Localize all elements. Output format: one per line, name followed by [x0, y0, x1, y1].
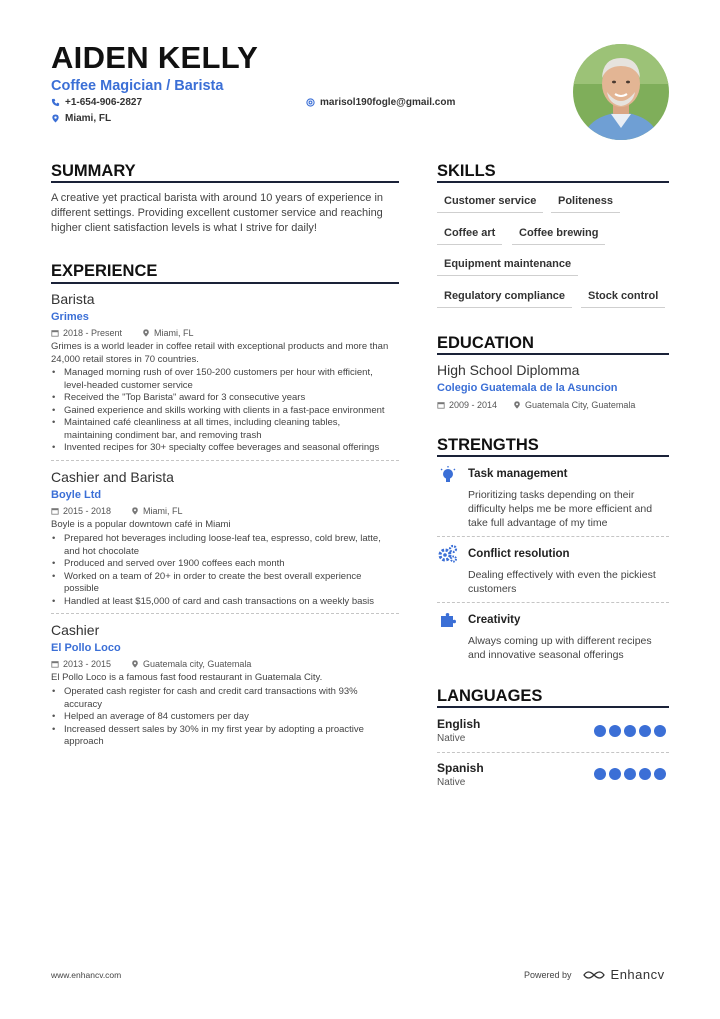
- location-pin-icon: [513, 401, 521, 409]
- bullet-item: • Operated cash register for cash and credit card transactions with 93% accuracy: [51, 686, 396, 711]
- education-meta: [437, 400, 635, 410]
- calendar-icon: [51, 507, 59, 515]
- education-degree: High School Diplomma: [437, 362, 580, 378]
- job-dates: 2013 - 2015: [63, 659, 112, 669]
- job-company: Grimes: [51, 311, 89, 323]
- job-description: [51, 519, 401, 532]
- language-name: Spanish: [437, 761, 484, 775]
- strength-title: Task management: [468, 468, 568, 480]
- divider: [51, 460, 399, 461]
- bullet-item: • Managed morning rush of over 150-200 customers per hour with efficient, level-headed customer service: [51, 367, 396, 392]
- languages-heading: LANGUAGES: [437, 687, 543, 705]
- rating-dot: [609, 725, 621, 737]
- language-name: English: [437, 717, 481, 731]
- summary-line: higher client satisfaction levels is what I strive for daily!: [51, 222, 317, 234]
- location-pin-icon: [131, 660, 139, 668]
- skill-tag: Equipment maintenance: [437, 258, 578, 276]
- experience-heading: EXPERIENCE: [51, 262, 158, 280]
- job-title: Cashier and Barista: [51, 469, 174, 485]
- bullet-item: • Worked on a team of 20+ in order to create the best overall experience possible: [51, 571, 396, 596]
- education-dates: 2009 - 2014: [449, 400, 498, 410]
- desc-line: El Pollo Loco is a famous fast food restaurant in Guatemala City.: [51, 672, 323, 683]
- profile-photo: [573, 44, 669, 140]
- job-title: Barista: [51, 291, 95, 307]
- gears-icon: [438, 544, 458, 564]
- rating-dot: [639, 725, 651, 737]
- bullet-item: • Received the "Top Barista" award for 3 consecutive years: [51, 392, 396, 405]
- rating-dot: [594, 768, 606, 780]
- candidate-name: AIDEN KELLY: [51, 40, 259, 75]
- desc-line: 24,000 retail stores in 70 countries.: [51, 353, 199, 365]
- skill-tag: Coffee brewing: [512, 227, 605, 245]
- candidate-role: Coffee Magician / Barista: [51, 78, 224, 94]
- job-meta: [51, 506, 183, 516]
- job-location: Miami, FL: [143, 506, 183, 516]
- skills-rule: [437, 181, 669, 183]
- job-description: [51, 672, 401, 685]
- job-company: Boyle Ltd: [51, 489, 102, 501]
- footer-powered: [524, 967, 665, 982]
- skill-tag: Politeness: [551, 195, 620, 213]
- summary-text: [51, 191, 401, 236]
- enhancv-brand-text: Enhancv: [610, 967, 665, 982]
- job-description: [51, 341, 401, 366]
- education-heading: EDUCATION: [437, 334, 534, 352]
- language-rating: [594, 725, 666, 737]
- strength-description: Dealing effectively with even the pickiest customers: [468, 569, 656, 595]
- skill-tag: Coffee art: [437, 227, 502, 245]
- at-icon: [306, 98, 315, 107]
- summary-rule: [51, 181, 399, 183]
- summary-heading: SUMMARY: [51, 162, 136, 180]
- desc-line: Grimes is a world leader in coffee retail with exceptional products and more than: [51, 341, 389, 352]
- job-location: Miami, FL: [154, 328, 194, 338]
- job-bullets: [51, 367, 396, 455]
- language-level: Native: [437, 777, 466, 788]
- job-bullets: [51, 533, 396, 608]
- phone-text: +1-654-906-2827: [65, 97, 143, 108]
- job-meta: [51, 659, 251, 669]
- education-school: Colegio Guatemala de la Asuncion: [437, 382, 618, 394]
- job-location: Guatemala city, Guatemala: [143, 659, 252, 669]
- divider: [437, 602, 669, 603]
- desc-line: Boyle is a popular downtown café in Miami: [51, 519, 231, 530]
- bullet-item: • Prepared hot beverages including loose-leaf tea, espresso, cold brew, latte, and hot chocolate: [51, 533, 396, 558]
- calendar-icon: [51, 329, 59, 337]
- phone-icon: [51, 98, 60, 107]
- enhancv-logo[interactable]: [582, 967, 665, 982]
- education-location: Guatemala City, Guatemala: [525, 400, 636, 410]
- location-text: Miami, FL: [65, 113, 112, 124]
- rating-dot: [639, 768, 651, 780]
- skills-heading: SKILLS: [437, 162, 496, 180]
- strengths-rule: [437, 455, 669, 457]
- rating-dot: [624, 725, 636, 737]
- job-meta: [51, 328, 194, 338]
- lightbulb-icon: [438, 465, 458, 485]
- rating-dot: [654, 768, 666, 780]
- job-title: Cashier: [51, 622, 100, 638]
- location-pin-icon: [142, 329, 150, 337]
- calendar-icon: [51, 660, 59, 668]
- strength-title: Creativity: [468, 614, 521, 626]
- phone-contact: [51, 97, 142, 108]
- rating-dot: [594, 725, 606, 737]
- powered-by-text: Powered by: [524, 969, 572, 980]
- skill-tag: Customer service: [437, 195, 543, 213]
- divider: [437, 536, 669, 537]
- bullet-item: • Increased dessert sales by 30% in my first year by adopting a proactive approach: [51, 724, 396, 749]
- bullet-item: • Maintained café cleanliness at all times, including cleaning tables, maintaining condiment bar, and removing trash: [51, 417, 396, 442]
- languages-rule: [437, 706, 669, 708]
- calendar-icon: [437, 401, 445, 409]
- strength-description: Prioritizing tasks depending on their difficulty helps me be more efficient and take full advantage of my time: [468, 489, 653, 529]
- bullet-item: • Handled at least $15,000 of card and cash transactions on a weekly basis: [51, 596, 396, 609]
- email-contact: [306, 97, 455, 108]
- divider: [437, 752, 669, 753]
- location-contact: [51, 113, 111, 124]
- education-rule: [437, 353, 669, 355]
- divider: [51, 613, 399, 614]
- rating-dot: [609, 768, 621, 780]
- experience-rule: [51, 282, 399, 284]
- puzzle-icon: [438, 610, 458, 630]
- job-company: El Pollo Loco: [51, 642, 121, 654]
- strengths-heading: STRENGTHS: [437, 436, 539, 454]
- location-pin-icon: [131, 507, 139, 515]
- strength-description: Always coming up with different recipes and innovative seasonal offerings: [468, 635, 652, 661]
- summary-line: different settings. Providing excellent customer service and reaching: [51, 207, 383, 219]
- summary-line: A creative yet practical barista with around 10 years of experience in: [51, 192, 384, 204]
- location-pin-icon: [51, 114, 60, 123]
- strength-title: Conflict resolution: [468, 548, 570, 560]
- job-dates: 2018 - Present: [63, 328, 123, 338]
- rating-dot: [654, 725, 666, 737]
- bullet-item: • Helped an average of 84 customers per day: [51, 711, 396, 724]
- bullet-item: • Produced and served over 1900 coffees each month: [51, 558, 396, 571]
- language-rating: [594, 768, 666, 780]
- rating-dot: [624, 768, 636, 780]
- footer-website[interactable]: www.enhancv.com: [51, 970, 122, 980]
- job-dates: 2015 - 2018: [63, 506, 112, 516]
- language-level: Native: [437, 733, 466, 744]
- skill-tag: Regulatory compliance: [437, 290, 572, 308]
- email-text: marisol190fogle@gmail.com: [320, 97, 456, 108]
- skill-tag: Stock control: [581, 290, 665, 308]
- enhancv-logo-icon: [582, 969, 606, 981]
- job-bullets: [51, 686, 396, 749]
- bullet-item: • Invented recipes for 30+ specialty coffee beverages and seasonal offerings: [51, 442, 396, 455]
- bullet-item: • Gained experience and skills working with clients in a fast-pace environment: [51, 405, 396, 418]
